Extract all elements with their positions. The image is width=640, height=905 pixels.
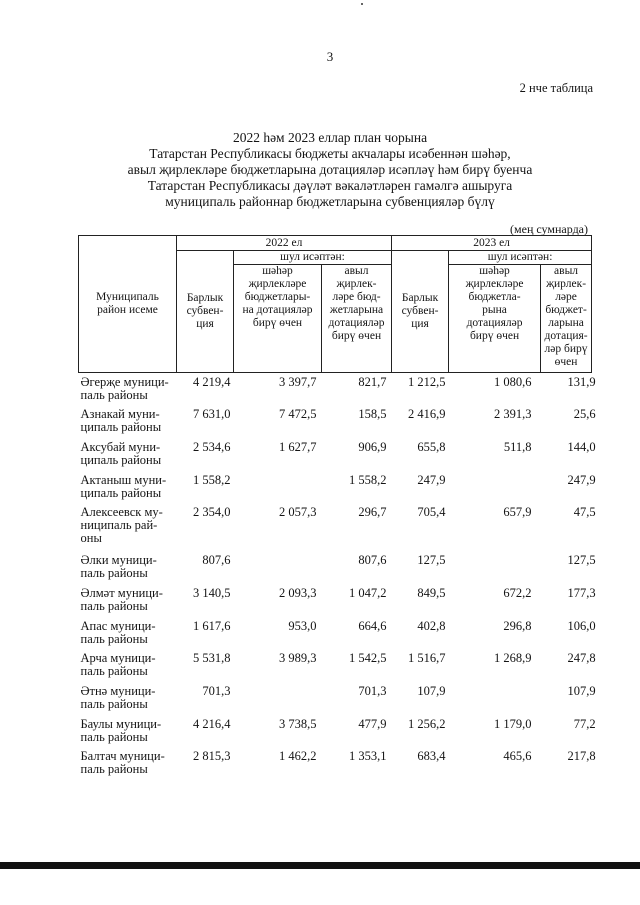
total-2022-value: 2 815,3 — [193, 749, 231, 764]
rural-2023-value: 107,9 — [567, 684, 596, 698]
rural-2023-value: 247,9 — [567, 472, 596, 487]
total-2023-value: 1 256,2 — [408, 716, 446, 731]
table-row — [79, 652, 592, 685]
rural-2023-cell — [541, 373, 596, 409]
rural-2022-value: 158,5 — [358, 407, 387, 422]
header-rural-2023: авыл җирлек- ләре бюджет- ларына дотация- ләр бирү өчен — [541, 265, 592, 373]
urban-2022-value: 953,0 — [288, 618, 317, 633]
title-line: авыл җирлекләре бюджетларына дотацияләр исәпләү һәм бирү буенча — [127, 162, 533, 177]
urban-2022-value: 3 738,5 — [279, 716, 317, 731]
total-2023-value: 127,5 — [417, 553, 446, 568]
rural-2022-value: 701,3 — [358, 684, 387, 698]
table-row — [79, 408, 592, 441]
rural-2023-cell — [541, 505, 596, 554]
rural-2023-cell — [541, 749, 596, 783]
table-row — [79, 718, 592, 751]
total-2023-value: 2 416,9 — [408, 407, 446, 422]
total-2023-value: 683,4 — [417, 749, 446, 764]
total-2022-value: 5 531,8 — [193, 651, 231, 666]
header-year-2023: 2023 ел — [392, 236, 592, 251]
district-name: Алексеевск му- ниципаль рай- оны — [80, 505, 163, 546]
header-year-2022: 2022 ел — [177, 236, 392, 251]
rural-2022-value: 1 047,2 — [349, 585, 387, 600]
rural-2023-value: 47,5 — [573, 505, 596, 520]
table-row — [79, 620, 592, 653]
urban-2022-value: 3 397,7 — [279, 374, 317, 389]
district-name: Азнакай муни- ципаль районы — [80, 407, 162, 435]
rural-2022-value: 906,9 — [358, 439, 387, 454]
units-note: (мең сумнарда) — [510, 222, 588, 236]
urban-2022-value — [234, 474, 322, 507]
district-name: Баулы муници- паль районы — [80, 716, 162, 744]
rural-2023-cell — [541, 618, 596, 653]
urban-2022-value: 7 472,5 — [279, 407, 317, 422]
rural-2022-value: 664,6 — [358, 618, 387, 633]
rural-2023-cell — [541, 684, 596, 718]
table-row — [79, 587, 592, 620]
district-name: Балтач муници- паль районы — [80, 749, 165, 777]
rural-2022-value: 807,6 — [358, 553, 387, 568]
total-2022-value: 2 534,6 — [193, 439, 231, 454]
district-name: Арча муници- паль районы — [80, 651, 156, 679]
district-name: Апас муници- паль районы — [80, 618, 156, 646]
rural-2023-value: 177,3 — [567, 585, 596, 600]
urban-2022-value — [234, 554, 322, 587]
total-2023-value: 849,5 — [417, 585, 446, 600]
urban-2023-value: 1 268,9 — [494, 651, 532, 666]
district-name: Әгерҗе муници- паль районы — [80, 374, 169, 402]
rural-2023-value: 247,8 — [567, 651, 596, 666]
urban-2023-value: 511,8 — [503, 439, 532, 454]
urban-2023-value — [449, 474, 541, 507]
table-row — [79, 554, 592, 587]
scan-edge-bar — [0, 862, 640, 869]
header-including-2022: шул исәптән: — [234, 251, 392, 265]
urban-2023-value: 1 179,0 — [494, 716, 532, 731]
subvention-table — [78, 235, 596, 783]
rural-2022-value: 477,9 — [358, 716, 387, 731]
total-2023-value: 705,4 — [417, 505, 446, 520]
urban-2022-value: 2 093,3 — [279, 585, 317, 600]
total-2023-value: 247,9 — [417, 472, 446, 487]
rural-2022-value: 296,7 — [358, 505, 387, 520]
total-2022-value: 701,3 — [202, 684, 231, 698]
total-2023-value: 402,8 — [417, 618, 446, 633]
table-row — [79, 474, 592, 507]
urban-2023-value — [449, 685, 541, 718]
header-urban-2022: шәһәр җирлекләре бюджетлары- на дотацияләр бирү өчен — [234, 265, 322, 373]
total-2022-value: 4 219,4 — [193, 374, 231, 389]
total-2022-value: 7 631,0 — [193, 407, 231, 422]
urban-2022-value: 3 989,3 — [279, 651, 317, 666]
header-total-2023: Барлык субвен- ция — [392, 251, 449, 373]
rural-2023-cell — [541, 407, 596, 441]
total-2023-value: 107,9 — [417, 684, 446, 698]
rural-2023-value: 127,5 — [567, 553, 596, 568]
urban-2022-value — [234, 685, 322, 718]
urban-2023-value: 672,2 — [503, 585, 532, 600]
title-line: 2022 һәм 2023 еллар план чорына — [232, 130, 428, 145]
urban-2023-value: 2 391,3 — [494, 407, 532, 422]
table-row — [79, 373, 592, 409]
title-line: Татарстан Республикасы дәүләт вәкаләтләрен гамәлгә ашыруга — [147, 178, 513, 193]
total-2022-value: 1 558,2 — [193, 472, 231, 487]
rural-2023-value: 77,2 — [573, 716, 596, 731]
scan-speck — [361, 3, 363, 5]
total-2022-value: 2 354,0 — [193, 505, 231, 520]
district-name: Актаныш муни- ципаль районы — [80, 472, 167, 500]
rural-2023-value: 25,6 — [573, 407, 596, 422]
rural-2022-value: 1 542,5 — [349, 651, 387, 666]
rural-2022-value: 1 353,1 — [349, 749, 387, 764]
rural-2023-value: 144,0 — [567, 439, 596, 454]
urban-2022-value: 1 627,7 — [279, 439, 317, 454]
urban-2022-value: 1 462,2 — [279, 749, 317, 764]
total-2022-value: 1 617,6 — [193, 618, 231, 633]
total-2023-value: 655,8 — [417, 439, 446, 454]
district-name: Аксубай муни- ципаль районы — [80, 439, 162, 467]
rural-2023-cell — [541, 716, 596, 751]
header-including-2023: шул исәптән: — [449, 251, 592, 265]
header-district-name: Муниципаль район исеме — [79, 236, 177, 373]
rural-2023-cell — [541, 651, 596, 685]
header-total-2022: Барлык субвен- ция — [177, 251, 234, 373]
urban-2023-value: 657,9 — [503, 505, 532, 520]
total-2023-value: 1 516,7 — [408, 651, 446, 666]
rural-2023-cell — [541, 439, 596, 474]
document-title — [80, 130, 580, 210]
urban-2023-value: 296,8 — [503, 618, 532, 633]
rural-2023-cell — [541, 472, 596, 507]
rural-2022-value: 1 558,2 — [349, 472, 387, 487]
district-name: Әтнә муници- паль районы — [80, 684, 156, 711]
district-name: Әлки муници- паль районы — [80, 553, 157, 581]
table-label: 2 нче таблица — [519, 81, 593, 95]
table-row — [79, 685, 592, 718]
rural-2023-value: 131,9 — [567, 374, 596, 389]
total-2022-value: 807,6 — [202, 553, 231, 568]
urban-2023-value: 465,6 — [503, 749, 532, 764]
rural-2023-value: 217,8 — [567, 749, 596, 764]
title-line: муниципаль районнар бюджетларына субвенцияләр бүлү — [165, 194, 495, 209]
rural-2023-cell — [541, 585, 596, 620]
header-rural-2022: авыл җирлек- ләре бюд- жетларына дотацияләр бирү өчен — [322, 265, 392, 373]
rural-2023-value: 106,0 — [567, 618, 596, 633]
district-name: Әлмәт муници- паль районы — [80, 585, 163, 613]
header-urban-2023: шәһәр җирлекләре бюджетла- рына дотацияләр бирү өчен — [449, 265, 541, 373]
title-line: Татарстан Республикасы бюджеты акчалары исәбеннән шәһәр, — [149, 146, 511, 161]
table-row — [79, 441, 592, 474]
rural-2023-cell — [541, 553, 596, 587]
rural-2022-value: 821,7 — [358, 374, 387, 389]
total-2022-value: 3 140,5 — [193, 585, 231, 600]
table-row — [79, 750, 592, 783]
urban-2022-value: 2 057,3 — [279, 505, 317, 520]
total-2023-value: 1 212,5 — [408, 374, 446, 389]
urban-2023-value: 1 080,6 — [494, 374, 532, 389]
table-row — [79, 506, 592, 554]
urban-2023-value — [449, 554, 541, 587]
total-2022-value: 4 216,4 — [193, 716, 231, 731]
page-number: 3 — [326, 49, 334, 64]
